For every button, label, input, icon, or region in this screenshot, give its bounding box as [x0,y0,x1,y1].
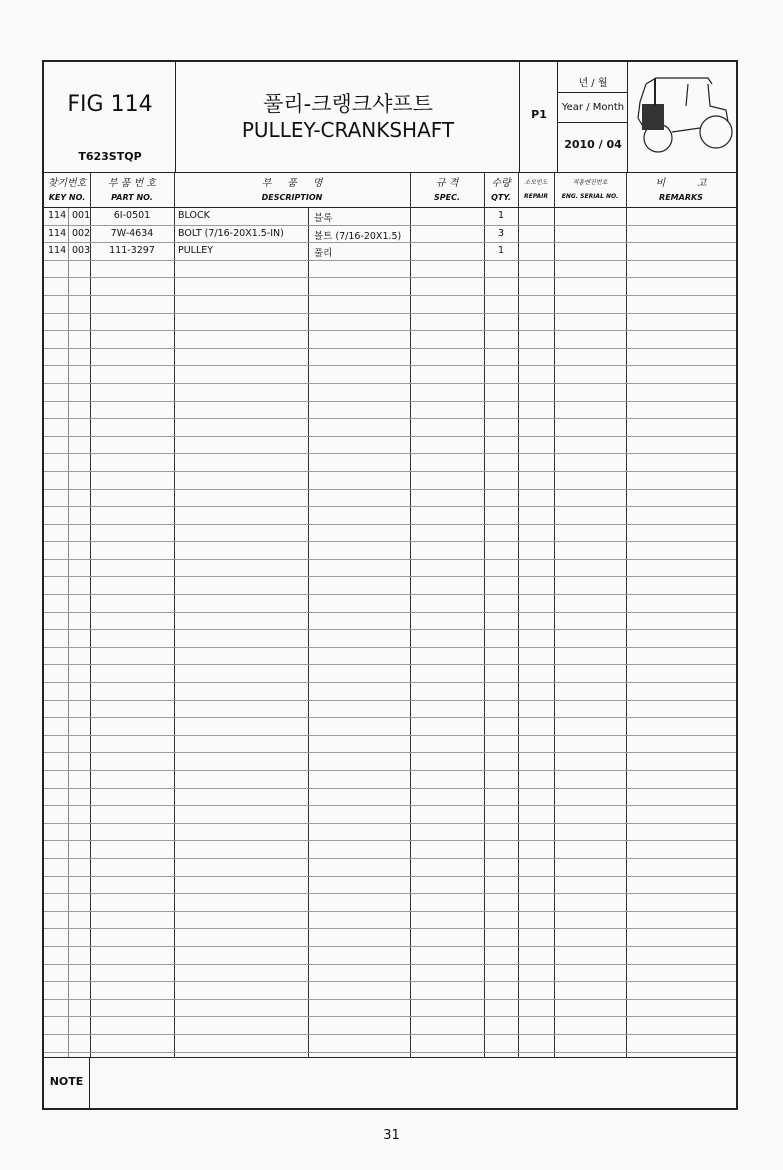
blank-row [44,982,736,1000]
page-cell [520,62,558,172]
fig-no-cell: 114 [48,227,67,239]
parts-table-frame [42,60,738,1110]
blank-row [44,929,736,947]
blank-row [44,560,736,578]
col-remarks-label-ko: 비 고 [655,178,707,189]
tractor-image-cell [628,62,740,172]
col-repair [518,173,554,207]
blank-row [44,437,736,455]
blank-row [44,490,736,508]
col-serial-label-ko: 적용엔진번호 [572,179,608,186]
blank-row [44,859,736,877]
blank-row [44,349,736,367]
col-serial [554,173,626,207]
table-row [44,243,736,261]
title-english: PULLEY-CRANKSHAFT [241,118,455,142]
key-no-cell: 001 [72,210,91,221]
description-ko-cell: 볼트 (7/16-20X1.5) [314,230,402,242]
date-value: 2010 / 04 [564,138,622,151]
model-code: T623STQP [78,150,142,163]
blank-row [44,331,736,349]
blank-row [44,877,736,895]
blank-row [44,525,736,543]
blank-row [44,736,736,754]
blank-row [44,613,736,631]
description-ko-cell: 풀리 [314,248,333,260]
col-part-label-ko: 부 품 번 호 [107,178,157,189]
date-label-korean: 년 / 월 [578,78,608,89]
description-en-cell: BLOCK [178,210,210,221]
note-label [44,1057,90,1108]
blank-row [44,683,736,701]
col-serial-label-en: ENG. SERIAL NO. [561,193,619,200]
col-part-no [90,173,174,207]
blank-row [44,912,736,930]
part-no-cell: 111-3297 [109,245,155,257]
col-repair-label-ko: 소모빈도 [524,179,548,186]
blank-row [44,1035,736,1053]
blank-row [44,261,736,279]
blank-row [44,753,736,771]
date-label-english: Year / Month [561,102,625,113]
blank-row [44,542,736,560]
fig-cell [44,62,176,172]
qty-cell: 1 [498,210,505,221]
col-spec-label-ko: 규 격 [435,178,459,189]
note-label-text: NOTE [49,1075,84,1088]
qty-cell: 1 [498,245,505,257]
col-qty [484,173,518,207]
blank-row [44,965,736,983]
fig-number: FIG 114 [67,92,153,117]
qty-cell: 3 [498,227,505,239]
part-no-cell: 7W-4634 [110,227,154,239]
blank-row [44,806,736,824]
blank-row [44,894,736,912]
blank-row [44,648,736,666]
col-remarks-label-en: REMARKS [659,193,703,202]
col-qty-label-ko: 수량 [491,178,511,189]
col-repair-label-en: REPAIR [523,193,549,200]
col-key-label-ko: 찾기번호 [47,178,87,189]
blank-row [44,472,736,490]
blank-row [44,1017,736,1035]
blank-row [44,1000,736,1018]
title-korean: 풀리-크랭크샤프트 [263,92,433,116]
col-description [174,173,410,207]
col-spec [410,173,484,207]
blank-row [44,701,736,719]
description-en-cell: PULLEY [178,245,214,257]
blank-row [44,841,736,859]
blank-row [44,402,736,420]
col-desc-label-ko: 부 품 명 [261,178,323,189]
blank-row [44,384,736,402]
description-ko-cell: 블록 [314,213,333,224]
blank-row [44,595,736,613]
sheet-number: P1 [531,108,547,121]
blank-row [44,718,736,736]
part-no-cell: 6I-0501 [113,210,151,221]
fig-no-cell: 114 [48,245,67,257]
key-no-cell: 003 [72,245,91,257]
col-key-label-en: KEY NO. [48,193,86,202]
blank-row [44,296,736,314]
table-row [44,226,736,244]
blank-row [44,771,736,789]
description-en-cell: BOLT (7/16-20X1.5-IN) [178,227,284,239]
blank-row [44,314,736,332]
blank-row [44,789,736,807]
col-desc-label-en: DESCRIPTION [261,193,323,202]
table-row [44,208,736,226]
blank-row [44,665,736,683]
col-spec-label-en: SPEC. [434,193,460,202]
fig-no-cell: 114 [48,210,67,221]
key-no-cell: 002 [72,227,91,239]
blank-row [44,577,736,595]
col-key-no [44,173,90,207]
date-cell [558,62,628,172]
col-part-label-en: PART NO. [111,193,153,202]
parts-rows [44,208,736,1053]
tractor-icon [628,62,738,170]
blank-row [44,630,736,648]
blank-row [44,278,736,296]
col-qty-label-en: QTY. [491,193,511,202]
col-remarks [626,173,736,207]
blank-row [44,824,736,842]
title-cell [176,62,520,172]
blank-row [44,366,736,384]
blank-row [44,454,736,472]
blank-row [44,419,736,437]
page-number: 31 [383,1128,400,1143]
blank-row [44,507,736,525]
blank-row [44,947,736,965]
